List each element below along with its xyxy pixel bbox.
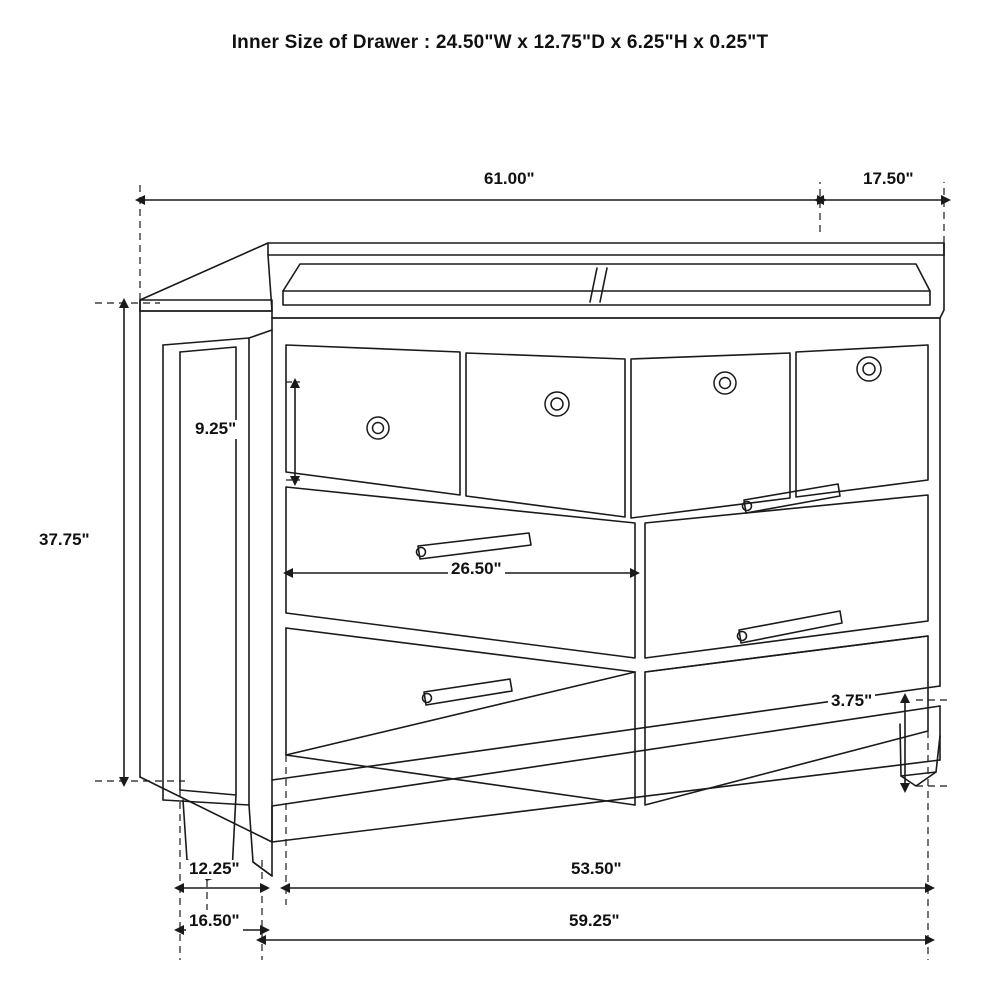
dim-side-depth: 17.50" bbox=[860, 170, 917, 189]
page-title: Inner Size of Drawer : 24.50"W x 12.75"D x 6.25"H x 0.25"T bbox=[231, 32, 769, 53]
dim-foot-front-depth: 12.25" bbox=[186, 860, 243, 879]
dim-base-width-outer: 59.25" bbox=[566, 912, 623, 931]
dim-overall-height: 37.75" bbox=[36, 531, 93, 550]
dim-large-drawer-width: 26.50" bbox=[448, 560, 505, 579]
dim-overall-width: 61.00" bbox=[481, 170, 538, 189]
dim-leg-height: 3.75" bbox=[828, 692, 875, 711]
dim-base-width-inner: 53.50" bbox=[568, 860, 625, 879]
dim-small-drawer-height: 9.25" bbox=[192, 420, 239, 439]
dim-foot-back-depth: 16.50" bbox=[186, 912, 243, 931]
